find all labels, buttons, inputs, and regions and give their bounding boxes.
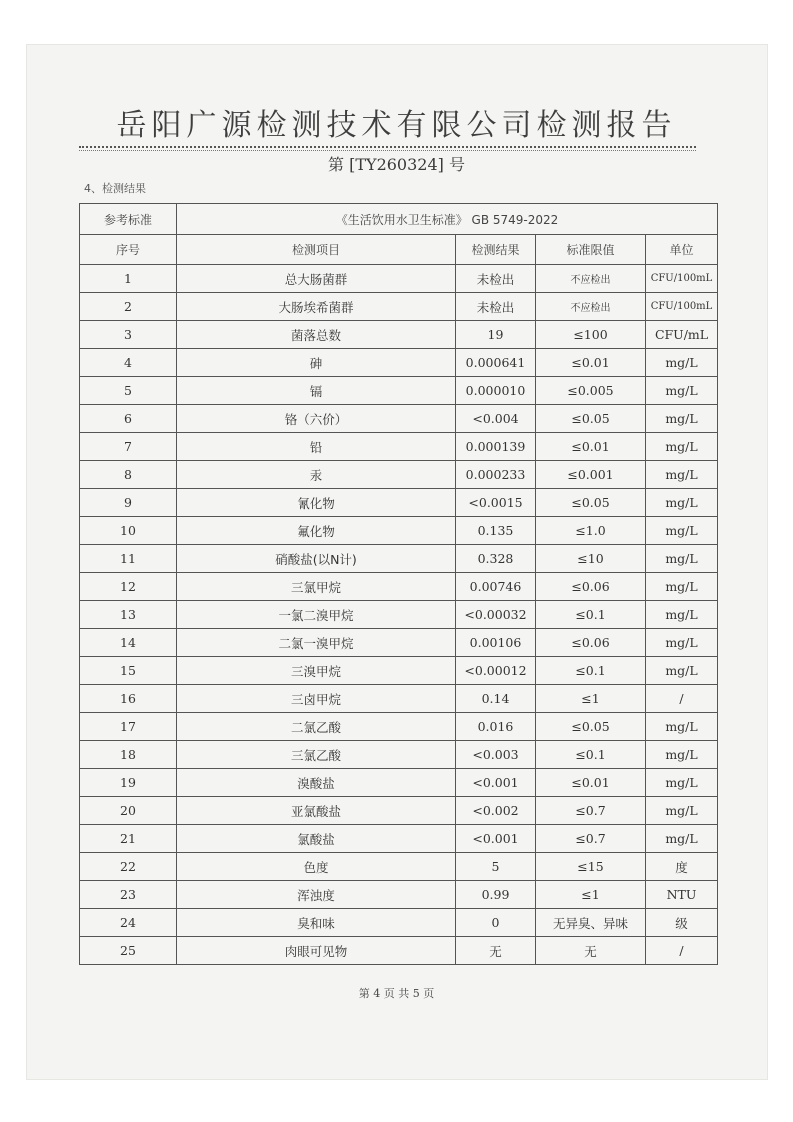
cell-unit: NTU: [646, 881, 718, 909]
cell-index: 4: [80, 349, 177, 377]
cell-result: <0.003: [456, 741, 536, 769]
column-header-unit: 单位: [646, 235, 718, 265]
cell-unit: 级: [646, 909, 718, 937]
cell-unit: CFU/100mL: [646, 293, 718, 321]
cell-result: 0.00746: [456, 573, 536, 601]
table-row: [80, 545, 718, 573]
cell-result: 0.328: [456, 545, 536, 573]
cell-result: <0.00032: [456, 601, 536, 629]
cell-unit: mg/L: [646, 601, 718, 629]
cell-result: <0.001: [456, 769, 536, 797]
cell-index: 23: [80, 881, 177, 909]
cell-result: 0.14: [456, 685, 536, 713]
cell-index: 6: [80, 405, 177, 433]
reference-standard-value: 《生活饮用水卫生标准》 GB 5749-2022: [177, 204, 718, 235]
cell-item: 二氯一溴甲烷: [177, 629, 456, 657]
table-row: [80, 321, 718, 349]
page-footer: 第 4 页 共 5 页: [358, 987, 435, 1000]
results-table: [79, 203, 718, 965]
table-row: [80, 377, 718, 405]
cell-item: 铅: [177, 433, 456, 461]
column-header-index: 序号: [80, 235, 177, 265]
cell-index: 18: [80, 741, 177, 769]
cell-limit: 不应检出: [536, 265, 646, 293]
table-row: [80, 797, 718, 825]
cell-item: 氯酸盐: [177, 825, 456, 853]
table-row: [80, 909, 718, 937]
cell-index: 8: [80, 461, 177, 489]
cell-index: 21: [80, 825, 177, 853]
cell-limit: ≤0.01: [536, 349, 646, 377]
cell-result: 0.135: [456, 517, 536, 545]
cell-unit: mg/L: [646, 797, 718, 825]
column-header-row: [80, 235, 718, 265]
cell-limit: ≤0.1: [536, 741, 646, 769]
table-row: [80, 657, 718, 685]
cell-item: 三溴甲烷: [177, 657, 456, 685]
title-divider-secondary: [79, 150, 696, 151]
cell-unit: mg/L: [646, 433, 718, 461]
cell-item: 色度: [177, 853, 456, 881]
cell-unit: mg/L: [646, 405, 718, 433]
cell-result: 0.99: [456, 881, 536, 909]
cell-unit: mg/L: [646, 349, 718, 377]
cell-limit: ≤0.06: [536, 629, 646, 657]
table-row: [80, 741, 718, 769]
cell-item: 氟化物: [177, 517, 456, 545]
cell-limit: ≤0.005: [536, 377, 646, 405]
cell-unit: mg/L: [646, 517, 718, 545]
cell-index: 15: [80, 657, 177, 685]
cell-result: <0.004: [456, 405, 536, 433]
cell-unit: /: [646, 937, 718, 965]
cell-limit: ≤0.001: [536, 461, 646, 489]
cell-item: 三氯甲烷: [177, 573, 456, 601]
table-row: [80, 573, 718, 601]
table-row: [80, 433, 718, 461]
table-row: [80, 405, 718, 433]
cell-item: 二氯乙酸: [177, 713, 456, 741]
cell-limit: ≤0.05: [536, 405, 646, 433]
cell-item: 铬（六价）: [177, 405, 456, 433]
cell-result: <0.002: [456, 797, 536, 825]
report-number: 第 [TY260324] 号: [328, 155, 465, 174]
cell-item: 菌落总数: [177, 321, 456, 349]
table-row: [80, 293, 718, 321]
table-row: [80, 853, 718, 881]
cell-index: 10: [80, 517, 177, 545]
cell-result: <0.0015: [456, 489, 536, 517]
table-row: [80, 517, 718, 545]
cell-unit: mg/L: [646, 657, 718, 685]
column-header-item: 检测项目: [177, 235, 456, 265]
cell-index: 19: [80, 769, 177, 797]
cell-result: 未检出: [456, 265, 536, 293]
table-row: [80, 349, 718, 377]
cell-result: 0.000139: [456, 433, 536, 461]
cell-item: 汞: [177, 461, 456, 489]
reference-standard-label: 参考标准: [80, 204, 177, 235]
cell-index: 5: [80, 377, 177, 405]
cell-result: 0.00106: [456, 629, 536, 657]
cell-unit: mg/L: [646, 489, 718, 517]
cell-limit: ≤1.0: [536, 517, 646, 545]
column-header-result: 检测结果: [456, 235, 536, 265]
cell-index: 2: [80, 293, 177, 321]
cell-index: 12: [80, 573, 177, 601]
cell-index: 24: [80, 909, 177, 937]
cell-index: 25: [80, 937, 177, 965]
cell-unit: mg/L: [646, 545, 718, 573]
cell-unit: mg/L: [646, 377, 718, 405]
cell-unit: /: [646, 685, 718, 713]
cell-unit: mg/L: [646, 741, 718, 769]
cell-limit: 不应检出: [536, 293, 646, 321]
table-row: [80, 713, 718, 741]
cell-result: 5: [456, 853, 536, 881]
table-row: [80, 937, 718, 965]
table-row: [80, 825, 718, 853]
cell-limit: ≤100: [536, 321, 646, 349]
cell-index: 14: [80, 629, 177, 657]
cell-limit: 无异臭、异味: [536, 909, 646, 937]
cell-index: 11: [80, 545, 177, 573]
cell-unit: CFU/mL: [646, 321, 718, 349]
cell-result: 19: [456, 321, 536, 349]
cell-index: 9: [80, 489, 177, 517]
cell-unit: CFU/100mL: [646, 265, 718, 293]
cell-item: 总大肠菌群: [177, 265, 456, 293]
cell-limit: ≤0.7: [536, 825, 646, 853]
cell-result: 未检出: [456, 293, 536, 321]
cell-item: 氰化物: [177, 489, 456, 517]
cell-unit: mg/L: [646, 461, 718, 489]
cell-limit: 无: [536, 937, 646, 965]
table-row: [80, 629, 718, 657]
cell-limit: ≤15: [536, 853, 646, 881]
cell-result: <0.001: [456, 825, 536, 853]
cell-item: 臭和味: [177, 909, 456, 937]
cell-limit: ≤0.01: [536, 769, 646, 797]
cell-limit: ≤0.01: [536, 433, 646, 461]
cell-item: 浑浊度: [177, 881, 456, 909]
cell-result: 0: [456, 909, 536, 937]
section-heading: 4、检测结果: [84, 182, 146, 195]
cell-index: 7: [80, 433, 177, 461]
cell-limit: ≤1: [536, 881, 646, 909]
cell-item: 三氯乙酸: [177, 741, 456, 769]
cell-limit: ≤0.05: [536, 713, 646, 741]
cell-result: 0.000233: [456, 461, 536, 489]
cell-result: 无: [456, 937, 536, 965]
cell-index: 20: [80, 797, 177, 825]
cell-item: 三卤甲烷: [177, 685, 456, 713]
cell-unit: mg/L: [646, 573, 718, 601]
table-row: [80, 769, 718, 797]
cell-item: 一氯二溴甲烷: [177, 601, 456, 629]
table-row: [80, 881, 718, 909]
cell-unit: 度: [646, 853, 718, 881]
cell-limit: ≤10: [536, 545, 646, 573]
cell-index: 1: [80, 265, 177, 293]
cell-index: 16: [80, 685, 177, 713]
cell-item: 硝酸盐(以N计): [177, 545, 456, 573]
cell-index: 22: [80, 853, 177, 881]
cell-limit: ≤0.7: [536, 797, 646, 825]
cell-unit: mg/L: [646, 769, 718, 797]
table-row: [80, 461, 718, 489]
cell-limit: ≤0.1: [536, 657, 646, 685]
cell-index: 13: [80, 601, 177, 629]
cell-item: 亚氯酸盐: [177, 797, 456, 825]
cell-index: 3: [80, 321, 177, 349]
cell-unit: mg/L: [646, 713, 718, 741]
cell-index: 17: [80, 713, 177, 741]
table-row: [80, 601, 718, 629]
cell-item: 溴酸盐: [177, 769, 456, 797]
table-row: [80, 489, 718, 517]
cell-limit: ≤1: [536, 685, 646, 713]
cell-item: 镉: [177, 377, 456, 405]
cell-item: 砷: [177, 349, 456, 377]
cell-limit: ≤0.05: [536, 489, 646, 517]
cell-unit: mg/L: [646, 629, 718, 657]
cell-result: 0.016: [456, 713, 536, 741]
table-row: [80, 265, 718, 293]
cell-result: 0.000010: [456, 377, 536, 405]
cell-item: 肉眼可见物: [177, 937, 456, 965]
table-row: [80, 685, 718, 713]
cell-result: <0.00012: [456, 657, 536, 685]
column-header-limit: 标准限值: [536, 235, 646, 265]
reference-standard-row: [80, 204, 718, 235]
results-table-body: [80, 204, 718, 965]
cell-limit: ≤0.06: [536, 573, 646, 601]
cell-result: 0.000641: [456, 349, 536, 377]
report-title: 岳阳广源检测技术有限公司检测报告: [116, 108, 677, 143]
title-divider: [79, 146, 696, 148]
cell-item: 大肠埃希菌群: [177, 293, 456, 321]
cell-unit: mg/L: [646, 825, 718, 853]
cell-limit: ≤0.1: [536, 601, 646, 629]
